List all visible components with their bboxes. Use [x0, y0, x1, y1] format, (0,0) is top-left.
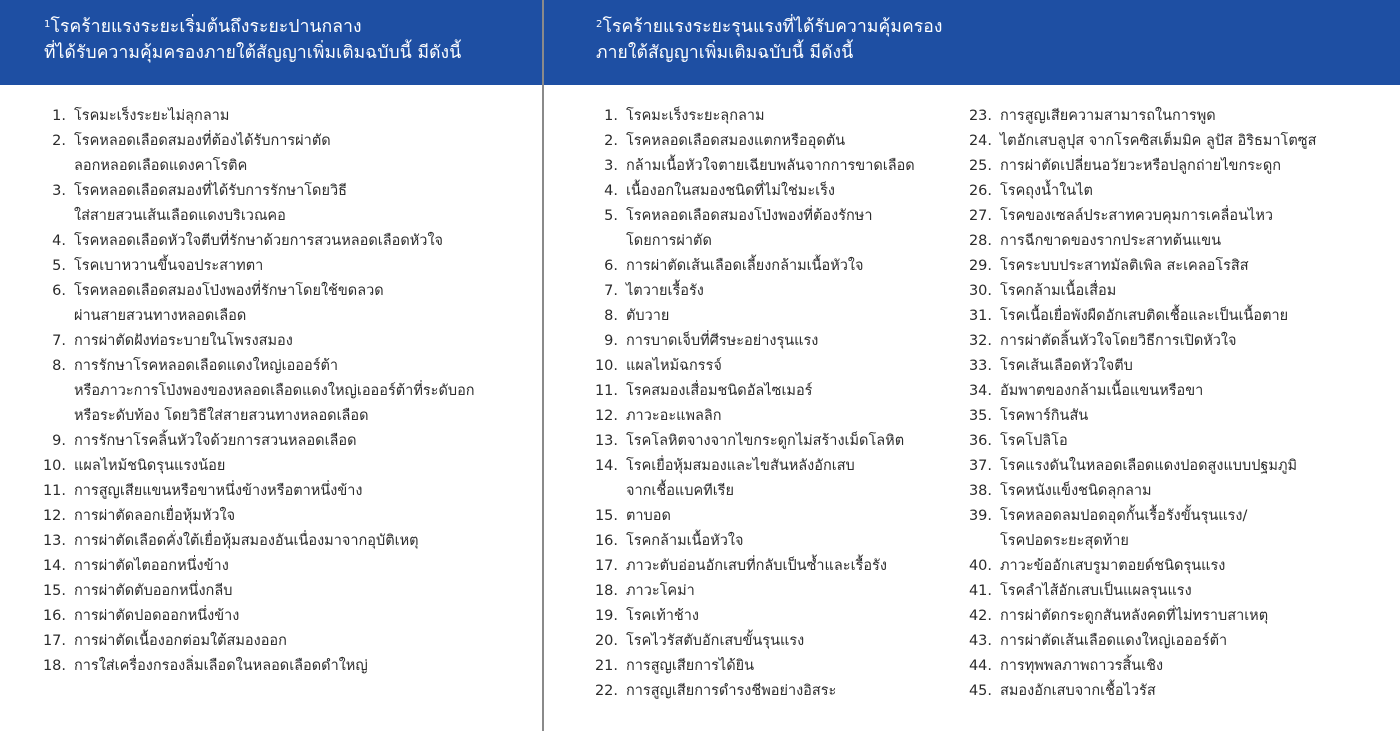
item-number: 2. [604, 133, 618, 149]
list-item [590, 529, 970, 554]
list-item [38, 329, 528, 354]
left-title [44, 14, 542, 66]
list-item [968, 104, 1388, 129]
list-item [968, 354, 1388, 379]
item-number: 3. [604, 158, 618, 174]
item-text: การผ่าตัดฝังท่อระบายในโพรงสมอง [74, 333, 293, 349]
item-number: 31. [968, 308, 992, 324]
list-item [968, 604, 1388, 629]
list-item [38, 504, 528, 529]
item-text: ภาวะข้ออักเสบรูมาตอยด์ชนิดรุนแรง [1000, 558, 1226, 574]
item-text: การผ่าตัดเปลี่ยนอวัยวะหรือปลูกถ่ายไขกระดูก [1000, 158, 1282, 174]
item-text: สมองอักเสบจากเชื้อไวรัส [1000, 683, 1156, 699]
item-number: 12. [594, 408, 618, 424]
right-title-text: โรคร้ายแรงระยะรุนแรงที่ได้รับความคุ้มครอง ภายใต้สัญญาเพิ่มเติมฉบับนี้ มีดังนี้ [596, 17, 943, 63]
item-text: ไตอักเสบลูปุส จากโรคซิสเต็มมิค ลูปัส อิริธมาโตซูส [1000, 133, 1317, 149]
item-text: โรคโปลิโอ [1000, 433, 1068, 449]
item-text: การผ่าตัดปอดออกหนึ่งข้าง [74, 608, 240, 624]
item-text: โรคเนื้อเยื่อพังผืดอักเสบติดเชื้อและเป็นเนื้อตาย [1000, 308, 1289, 324]
item-number: 29. [968, 258, 992, 274]
list-item [968, 579, 1388, 604]
list-item [38, 604, 528, 629]
list-item [590, 204, 970, 254]
right-header [544, 0, 1400, 85]
item-text: ภาวะอะแพลลิก [626, 408, 722, 424]
item-text: ภาวะตับอ่อนอักเสบที่กลับเป็นซ้ำและเรื้อรัง [626, 558, 887, 574]
list-item [968, 479, 1388, 504]
list-item [968, 129, 1388, 154]
item-text: โรคหลอดเลือดสมองแตกหรืออุดตัน [626, 133, 846, 149]
item-number: 19. [594, 608, 618, 624]
list-item [590, 304, 970, 329]
list-item [590, 654, 970, 679]
list-item [590, 329, 970, 354]
list-item [968, 454, 1388, 479]
item-number: 11. [42, 483, 66, 499]
list-item [968, 279, 1388, 304]
item-number: 15. [594, 508, 618, 524]
list-item [968, 204, 1388, 229]
item-text: โรคไวรัสตับอักเสบขั้นรุนแรง [626, 633, 805, 649]
list-item [590, 154, 970, 179]
item-number: 45. [968, 683, 992, 699]
list-item [38, 454, 528, 479]
item-text: การผ่าตัดเนื้องอกต่อมใต้สมองออก [74, 633, 287, 649]
item-text: กล้ามเนื้อหัวใจตายเฉียบพลันจากการขาดเลือด [626, 158, 915, 174]
list-item [38, 129, 528, 179]
item-number: 26. [968, 183, 992, 199]
left-header [0, 0, 542, 85]
list-item [968, 379, 1388, 404]
item-number: 23. [968, 108, 992, 124]
item-number: 41. [968, 583, 992, 599]
item-text: โรคเยื่อหุ้มสมองและไขสันหลังอักเสบ จากเชื้อแบคทีเรีย [626, 458, 855, 499]
list-item [590, 454, 970, 504]
item-number: 7. [604, 283, 618, 299]
item-text: การผ่าตัดเลือดคั่งใต้เยื่อหุ้มสมองอันเนื่องมาจากอุบัติเหตุ [74, 533, 419, 549]
item-number: 4. [52, 233, 66, 249]
right-panel [544, 0, 1400, 731]
item-number: 40. [968, 558, 992, 574]
list-item [590, 504, 970, 529]
item-number: 27. [968, 208, 992, 224]
item-number: 36. [968, 433, 992, 449]
list-item [590, 254, 970, 279]
list-item [38, 479, 528, 504]
list-item [968, 504, 1388, 554]
item-number: 20. [594, 633, 618, 649]
item-number: 14. [594, 458, 618, 474]
item-text: การสูญเสียแขนหรือขาหนึ่งข้างหรือตาหนึ่งข้าง [74, 483, 363, 499]
list-item [590, 604, 970, 629]
list-item [590, 104, 970, 129]
item-number: 35. [968, 408, 992, 424]
item-text: การผ่าตัดกระดูกสันหลังคดที่ไม่ทราบสาเหตุ [1000, 608, 1269, 624]
item-number: 13. [594, 433, 618, 449]
item-text: โรคเบาหวานขึ้นจอประสาทตา [74, 258, 264, 274]
item-text: โรคหลอดเลือดสมองที่ต้องได้รับการผ่าตัด ลอกหลอดเลือดแดงคาโรติค [74, 133, 331, 174]
item-text: โรคหลอดลมปอดอุดกั้นเรื้อรังขั้นรุนแรง/ โรคปอดระยะสุดท้าย [1000, 508, 1248, 549]
item-text: ภาวะโคม่า [626, 583, 695, 599]
item-text: การผ่าตัดลิ้นหัวใจโดยวิธีการเปิดหัวใจ [1000, 333, 1237, 349]
item-number: 17. [42, 633, 66, 649]
item-text: การผ่าตัดไตออกหนึ่งข้าง [74, 558, 229, 574]
item-number: 10. [42, 458, 66, 474]
item-text: โรคระบบประสาทมัลติเพิล สะเคลอโรสิส [1000, 258, 1249, 274]
item-text: ตับวาย [626, 308, 670, 324]
list-item [38, 579, 528, 604]
item-text: แผลไหม้ชนิดรุนแรงน้อย [74, 458, 226, 474]
left-title-text: โรคร้ายแรงระยะเริ่มต้นถึงระยะปานกลาง ที่ได้รับความคุ้มครองภายใต้สัญญาเพิ่มเติมฉบับนี้ มีดังนี้ [44, 17, 462, 63]
item-number: 14. [42, 558, 66, 574]
list-item [590, 579, 970, 604]
item-number: 18. [42, 658, 66, 674]
item-text: โรคหนังแข็งชนิดลุกลาม [1000, 483, 1152, 499]
item-number: 22. [594, 683, 618, 699]
item-number: 34. [968, 383, 992, 399]
item-text: โรคถุงน้ำในไต [1000, 183, 1093, 199]
item-number: 24. [968, 133, 992, 149]
list-item [38, 529, 528, 554]
item-number: 33. [968, 358, 992, 374]
item-number: 1. [604, 108, 618, 124]
item-text: การผ่าตัดเส้นเลือดแดงใหญ่เอออร์ต้า [1000, 633, 1228, 649]
item-text: การสูญเสียการได้ยิน [626, 658, 755, 674]
item-text: โรคหลอดเลือดสมองโป่งพองที่รักษาโดยใช้ขดลวด ผ่านสายสวนทางหลอดเลือด [74, 283, 384, 324]
item-number: 44. [968, 658, 992, 674]
item-text: โรคลำไส้อักเสบเป็นแผลรุนแรง [1000, 583, 1192, 599]
right-title-footnote: 2 [596, 19, 603, 30]
list-item [38, 429, 528, 454]
item-text: โรคหลอดเลือดสมองโป่งพองที่ต้องรักษา โดยการผ่าตัด [626, 208, 873, 249]
list-item [590, 129, 970, 154]
item-number: 16. [42, 608, 66, 624]
item-number: 4. [604, 183, 618, 199]
left-panel [0, 0, 542, 731]
item-number: 18. [594, 583, 618, 599]
item-number: 43. [968, 633, 992, 649]
list-item [38, 179, 528, 229]
item-text: การรักษาโรคหลอดเลือดแดงใหญ่เอออร์ต้า หรือภาวะการโป่งพองของหลอดเลือดแดงใหญ่เอออร์ต้าที่ระดับอก หรือระดับท้อง โดยวิธีใส่สายสวนทางหลอดเลือด [74, 358, 475, 424]
item-number: 7. [52, 333, 66, 349]
item-text: แผลไหม้ฉกรรจ์ [626, 358, 722, 374]
item-number: 8. [604, 308, 618, 324]
item-number: 17. [594, 558, 618, 574]
list-item [968, 329, 1388, 354]
item-number: 8. [52, 358, 66, 374]
list-item [590, 554, 970, 579]
item-number: 15. [42, 583, 66, 599]
list-item [968, 229, 1388, 254]
item-text: โรคกล้ามเนื้อหัวใจ [626, 533, 744, 549]
list-item [968, 554, 1388, 579]
item-text: โรคมะเร็งระยะลุกลาม [626, 108, 765, 124]
item-number: 10. [594, 358, 618, 374]
list-item [968, 429, 1388, 454]
item-text: อัมพาตของกล้ามเนื้อแขนหรือขา [1000, 383, 1204, 399]
item-text: การบาดเจ็บที่ศีรษะอย่างรุนแรง [626, 333, 819, 349]
item-number: 21. [594, 658, 618, 674]
list-item [38, 279, 528, 329]
item-text: โรคพาร์กินสัน [1000, 408, 1089, 424]
item-text: โรคมะเร็งระยะไม่ลุกลาม [74, 108, 230, 124]
list-item [38, 354, 528, 429]
item-number: 1. [52, 108, 66, 124]
list-item [590, 354, 970, 379]
list-item [38, 254, 528, 279]
list-item [38, 104, 528, 129]
list-item [968, 254, 1388, 279]
item-text: การทุพพลภาพถาวรสิ้นเชิง [1000, 658, 1164, 674]
item-number: 9. [52, 433, 66, 449]
list-item [968, 679, 1388, 704]
item-number: 39. [968, 508, 992, 524]
list-item [968, 404, 1388, 429]
item-number: 42. [968, 608, 992, 624]
item-text: โรคกล้ามเนื้อเสื่อม [1000, 283, 1117, 299]
list-item [590, 679, 970, 704]
item-number: 12. [42, 508, 66, 524]
item-number: 37. [968, 458, 992, 474]
item-number: 32. [968, 333, 992, 349]
item-number: 5. [52, 258, 66, 274]
item-number: 11. [594, 383, 618, 399]
item-text: ไตวายเรื้อรัง [626, 283, 704, 299]
item-number: 5. [604, 208, 618, 224]
item-text: การผ่าตัดตับออกหนึ่งกลีบ [74, 583, 233, 599]
item-number: 30. [968, 283, 992, 299]
left-disease-list [38, 104, 528, 679]
list-item [968, 654, 1388, 679]
left-title-footnote: 1 [44, 19, 51, 30]
list-item [590, 429, 970, 454]
item-text: โรคสมองเสื่อมชนิดอัลไซเมอร์ [626, 383, 813, 399]
item-text: โรคโลหิตจางจากไขกระดูกไม่สร้างเม็ดโลหิต [626, 433, 905, 449]
list-item [38, 229, 528, 254]
right-title [596, 14, 1400, 66]
item-text: การฉีกขาดของรากประสาทต้นแขน [1000, 233, 1222, 249]
item-number: 25. [968, 158, 992, 174]
list-item [590, 179, 970, 204]
list-item [968, 304, 1388, 329]
item-text: โรคแรงดันในหลอดเลือดแดงปอดสูงแบบปฐมภูมิ [1000, 458, 1298, 474]
list-item [590, 404, 970, 429]
list-item [590, 279, 970, 304]
item-text: การรักษาโรคลิ้นหัวใจด้วยการสวนหลอดเลือด [74, 433, 357, 449]
list-item [590, 629, 970, 654]
item-number: 6. [52, 283, 66, 299]
item-text: การผ่าตัดเส้นเลือดเลี้ยงกล้ามเนื้อหัวใจ [626, 258, 864, 274]
list-item [38, 554, 528, 579]
list-item [590, 379, 970, 404]
item-number: 38. [968, 483, 992, 499]
item-text: โรคหลอดเลือดหัวใจตีบที่รักษาด้วยการสวนหลอดเลือดหัวใจ [74, 233, 444, 249]
item-number: 3. [52, 183, 66, 199]
item-number: 13. [42, 533, 66, 549]
item-number: 28. [968, 233, 992, 249]
list-item [968, 629, 1388, 654]
item-number: 6. [604, 258, 618, 274]
item-text: โรคของเซลล์ประสาทควบคุมการเคลื่อนไหว [1000, 208, 1274, 224]
item-text: โรคเท้าช้าง [626, 608, 699, 624]
list-item [38, 654, 528, 679]
right-disease-list-col2 [968, 104, 1388, 704]
item-number: 2. [52, 133, 66, 149]
list-item [968, 154, 1388, 179]
item-text: การสูญเสียการดำรงชีพอย่างอิสระ [626, 683, 837, 699]
item-text: ตาบอด [626, 508, 671, 524]
item-text: โรคเส้นเลือดหัวใจตีบ [1000, 358, 1133, 374]
item-text: โรคหลอดเลือดสมองที่ได้รับการรักษาโดยวิธี ใส่สายสวนเส้นเลือดแดงบริเวณคอ [74, 183, 347, 224]
item-number: 16. [594, 533, 618, 549]
right-disease-list-col1 [590, 104, 970, 704]
item-text: เนื้องอกในสมองชนิดที่ไม่ใช่มะเร็ง [626, 183, 836, 199]
item-text: การใส่เครื่องกรองลิ่มเลือดในหลอดเลือดดำใหญ่ [74, 658, 368, 674]
item-number: 9. [604, 333, 618, 349]
list-item [38, 629, 528, 654]
item-text: การสูญเสียความสามารถในการพูด [1000, 108, 1216, 124]
list-item [968, 179, 1388, 204]
item-text: การผ่าตัดลอกเยื่อหุ้มหัวใจ [74, 508, 236, 524]
